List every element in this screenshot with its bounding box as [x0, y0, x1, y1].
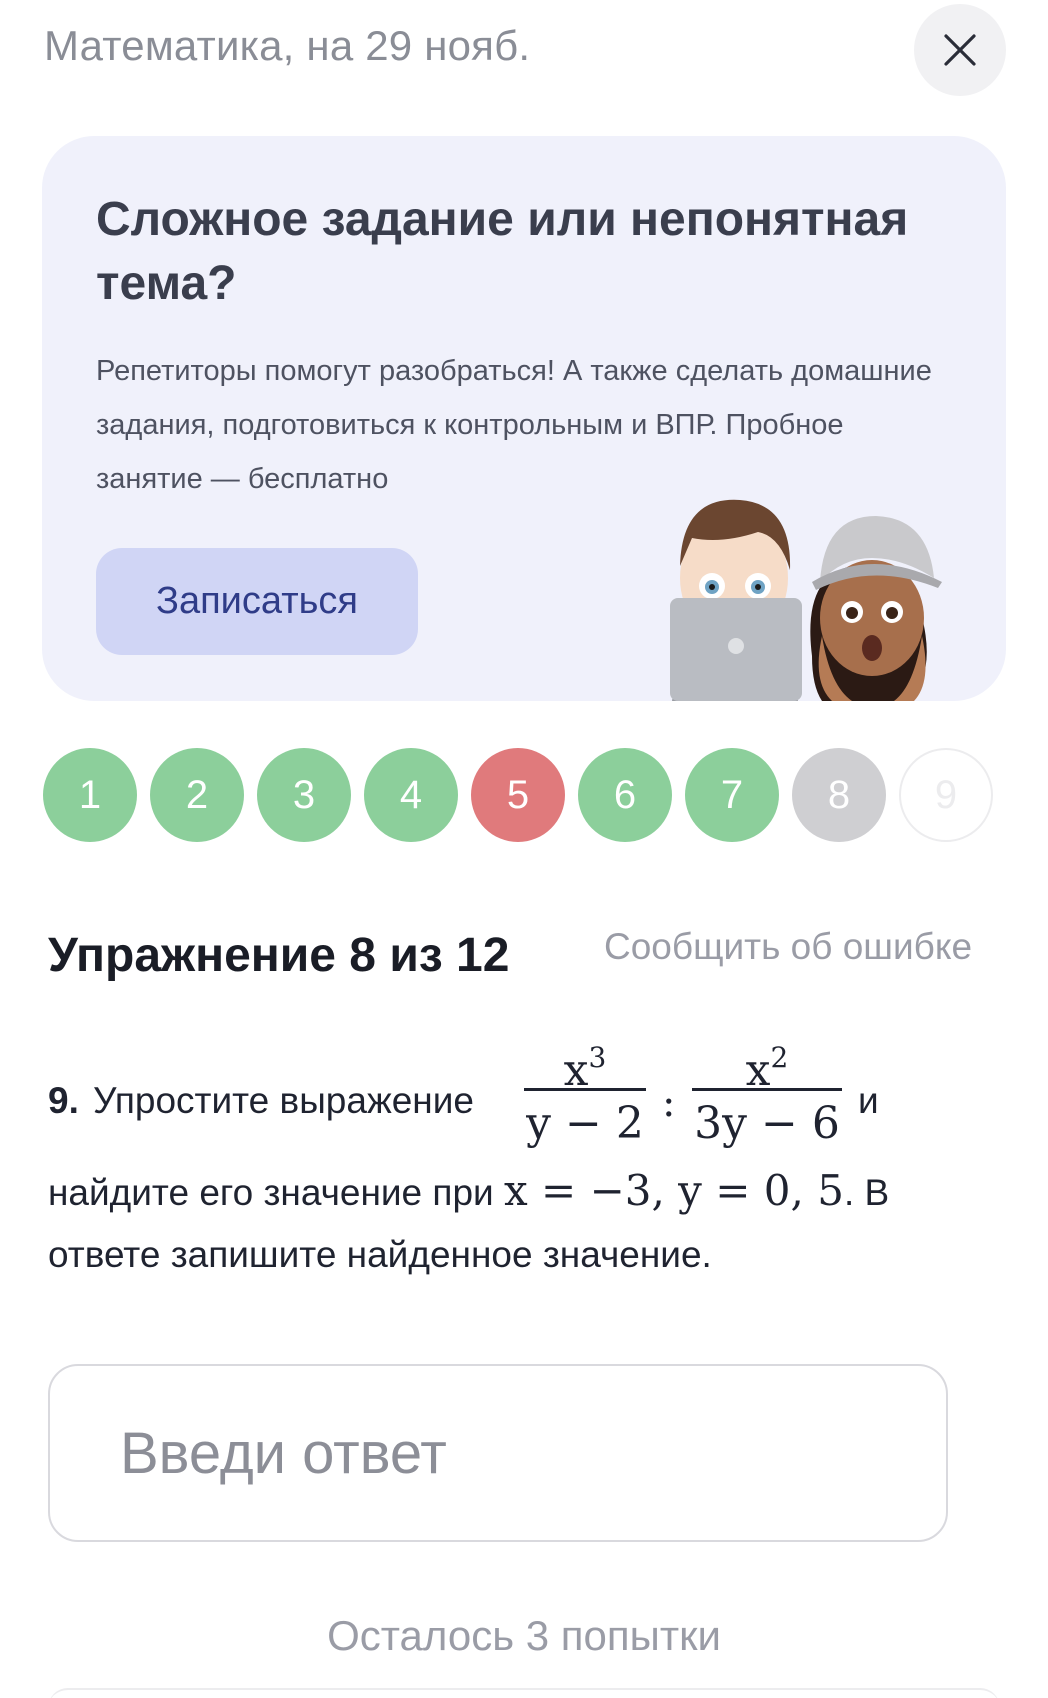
bottom-panel-edge — [48, 1688, 1000, 1698]
promo-title: Сложное задание или непонятная тема? — [96, 193, 909, 310]
close-icon — [943, 33, 977, 67]
page-title: Математика, на 29 нояб. — [44, 22, 531, 69]
exercise-title: Упражнение 8 из 12 — [48, 929, 510, 982]
attempts-left: Осталось 3 попытки — [327, 1612, 721, 1659]
task-line-3: ответе запишите найденное значение. — [48, 1234, 712, 1275]
step-1[interactable]: 1 — [43, 748, 137, 842]
task-values: x = −3, y = 0, 5 — [503, 1166, 844, 1215]
close-button[interactable] — [914, 4, 1006, 96]
task-intro: Упростите выражение — [93, 1080, 474, 1121]
girl-avatar-icon — [810, 516, 942, 701]
task-text — [48, 1018, 1008, 1275]
signup-button[interactable]: Записаться — [96, 548, 418, 655]
step-2[interactable]: 2 — [150, 748, 244, 842]
task-number: 9. — [48, 1080, 79, 1121]
promo-text: Репетиторы помогут разобраться! А также сделать домашние задания, подготовиться к контрольным и ВПР. Пробное занятие — бесплатно — [96, 355, 932, 495]
boy-avatar-icon — [670, 500, 802, 701]
fraction-1: $x^3$ y − 2 — [524, 1018, 646, 1161]
fraction-2: $x^2$ 3y − 6 — [692, 1018, 842, 1161]
step-6[interactable]: 6 — [578, 748, 672, 842]
step-4[interactable]: 4 — [364, 748, 458, 842]
step-9[interactable]: 9 — [899, 748, 993, 842]
step-5[interactable]: 5 — [471, 748, 565, 842]
task-line-2: найдите его значение при x = −3, y = 0, 5. В — [48, 1166, 890, 1215]
step-8[interactable]: 8 — [792, 748, 886, 842]
division-sign: : — [662, 1080, 676, 1126]
tutor-promo-card — [42, 136, 1006, 701]
answer-input[interactable] — [48, 1364, 948, 1542]
step-3[interactable]: 3 — [257, 748, 351, 842]
tutors-illustration — [662, 486, 1002, 701]
report-error-link[interactable]: Сообщить об ошибке — [604, 926, 973, 967]
step-7[interactable]: 7 — [685, 748, 779, 842]
task-and: и — [858, 1080, 879, 1121]
